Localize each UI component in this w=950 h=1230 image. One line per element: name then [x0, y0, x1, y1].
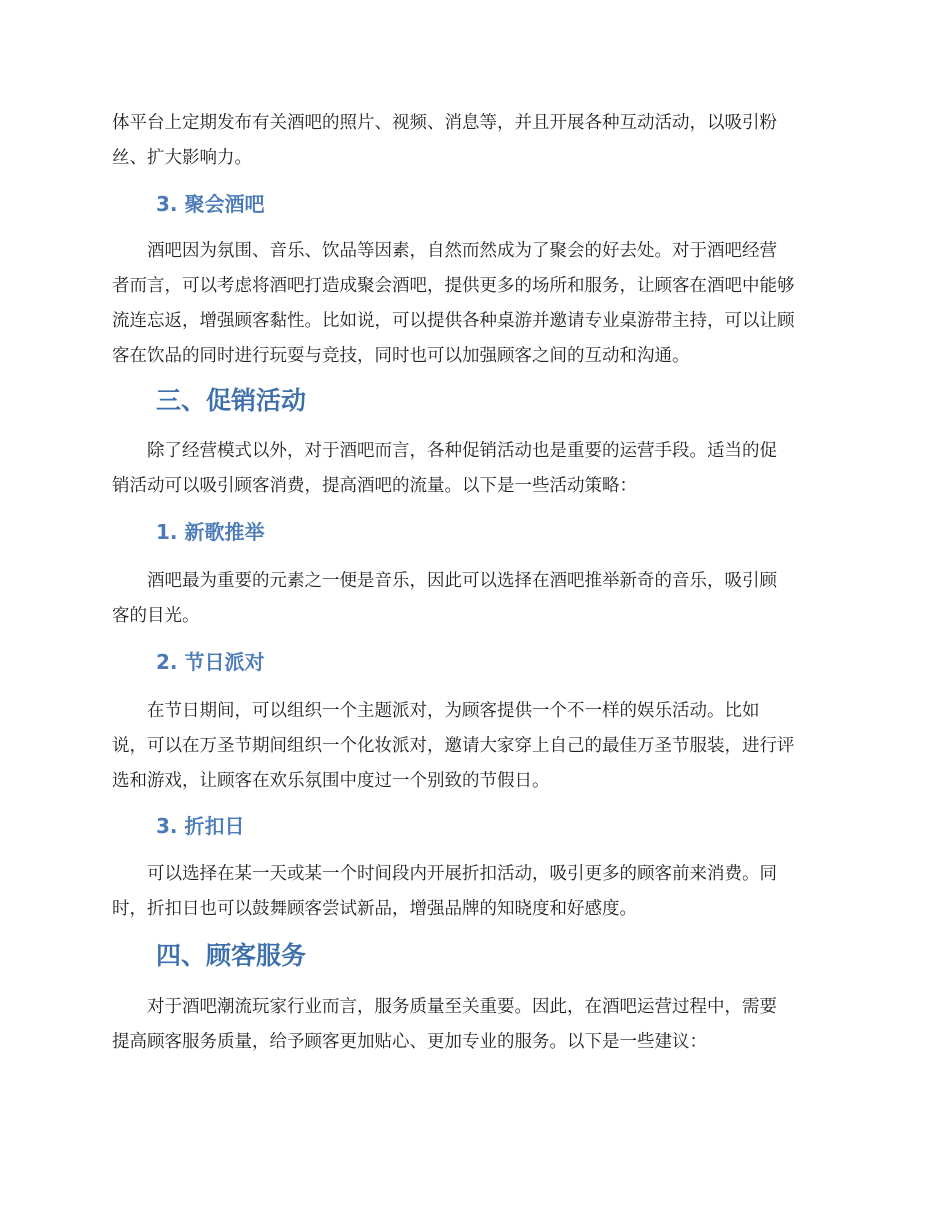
- text-line: 体平台上定期发布有关酒吧的照片、视频、消息等，并且开展各种互动活动，以吸引粉: [112, 113, 777, 133]
- text-line: 在节日期间，可以组织一个主题派对，为顾客提供一个不一样的娱乐活动。比如: [112, 701, 760, 721]
- text-line: 选和游戏，让顾客在欢乐氛围中度过一个别致的节假日。: [112, 771, 550, 791]
- text-line: 提高顾客服务质量，给予顾客更加贴心、更加专业的服务。以下是一些建议：: [112, 1032, 707, 1052]
- heading-holiday-party: 2. 节日派对: [156, 650, 265, 674]
- text-line: 客的目光。: [112, 606, 200, 626]
- paragraph-discount-day: [112, 857, 832, 927]
- paragraph-party-bar: [112, 234, 832, 374]
- text-line: 说，可以在万圣节期间组织一个化妆派对，邀请大家穿上自己的最佳万圣节服装，进行评: [112, 736, 795, 756]
- heading-new-songs: 1. 新歌推举: [156, 520, 265, 544]
- text-line: 者而言，可以考虑将酒吧打造成聚会酒吧，提供更多的场所和服务，让顾客在酒吧中能够: [112, 276, 795, 296]
- heading-party-bar: 3. 聚会酒吧: [156, 192, 265, 216]
- text-line: 可以选择在某一天或某一个时间段内开展折扣活动，吸引更多的顾客前来消费。同: [112, 864, 777, 884]
- text-line: 时，折扣日也可以鼓舞顾客尝试新品，增强品牌的知晓度和好感度。: [112, 899, 637, 919]
- paragraph-customer-service: [112, 990, 832, 1060]
- heading-promotions: 三、促销活动: [156, 386, 307, 415]
- text-line: 丝、扩大影响力。: [112, 148, 252, 168]
- text-line: 客在饮品的同时进行玩耍与竞技，同时也可以加强顾客之间的互动和沟通。: [112, 346, 690, 366]
- paragraph-holiday-party: [112, 694, 832, 799]
- paragraph-intro-continued: [112, 106, 832, 176]
- text-line: 酒吧因为氛围、音乐、饮品等因素，自然而然成为了聚会的好去处。对于酒吧经营: [112, 241, 777, 261]
- text-line: 流连忘返，增强顾客黏性。比如说，可以提供各种桌游并邀请专业桌游带主持，可以让顾: [112, 311, 795, 331]
- paragraph-new-songs: [112, 564, 832, 634]
- text-line: 酒吧最为重要的元素之一便是音乐，因此可以选择在酒吧推举新奇的音乐，吸引顾: [112, 571, 777, 591]
- text-line: 销活动可以吸引顾客消费，提高酒吧的流量。以下是一些活动策略：: [112, 476, 637, 496]
- text-line: 对于酒吧潮流玩家行业而言，服务质量至关重要。因此，在酒吧运营过程中，需要: [112, 997, 777, 1017]
- paragraph-promotions: [112, 434, 832, 504]
- heading-customer-service: 四、顾客服务: [156, 941, 307, 970]
- text-line: 除了经营模式以外，对于酒吧而言，各种促销活动也是重要的运营手段。适当的促: [112, 441, 777, 461]
- heading-discount-day: 3. 折扣日: [156, 814, 245, 838]
